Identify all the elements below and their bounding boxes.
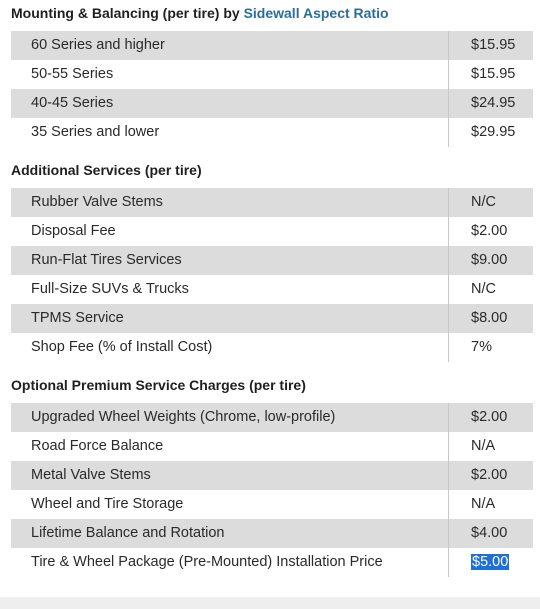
service-price: $24.95 [471,95,516,111]
table-row [11,246,533,275]
service-price: $2.00 [471,409,508,425]
table-row [11,118,533,147]
mounting-title-text: Mounting & Balancing (per tire) by [11,5,244,21]
service-name: 35 Series and lower [11,118,449,147]
service-price: $9.00 [471,252,508,268]
page-footer-bar [0,597,540,609]
table-row [11,60,533,89]
sidewall-aspect-ratio-link[interactable]: Sidewall Aspect Ratio [243,5,389,21]
service-price: N/C [471,281,496,297]
service-name: Rubber Valve Stems [11,188,449,217]
table-row [11,461,533,490]
table-row [11,548,533,577]
service-price: $2.00 [471,223,508,239]
selected-price-text[interactable]: $5.00 [472,554,509,570]
service-name: Wheel and Tire Storage [11,490,449,519]
service-price: N/A [471,496,496,512]
service-name: 60 Series and higher [11,31,449,60]
table-row [11,89,533,118]
table-row [11,275,533,304]
additional-table [11,188,533,362]
table-row [11,217,533,246]
service-name: Disposal Fee [11,217,449,246]
premium-section-title: Optional Premium Service Charges (per tire) [11,377,306,393]
table-row [11,304,533,333]
service-price: $4.00 [471,525,508,541]
service-name: Full-Size SUVs & Trucks [11,275,449,304]
service-name: Run-Flat Tires Services [11,246,449,275]
additional-section-title: Additional Services (per tire) [11,162,202,178]
table-row [11,31,533,60]
service-name: Road Force Balance [11,432,449,461]
service-name: Metal Valve Stems [11,461,449,490]
table-row [11,519,533,548]
table-row [11,403,533,432]
service-name: TPMS Service [11,304,449,333]
service-name: Shop Fee (% of Install Cost) [11,333,449,362]
service-price: $2.00 [471,467,508,483]
premium-table [11,403,533,577]
service-price: $15.95 [471,37,516,53]
service-price: $29.95 [471,124,516,140]
service-name: Lifetime Balance and Rotation [11,519,449,548]
mounting-table [11,31,533,147]
mounting-section-title [11,5,389,21]
service-name: 50-55 Series [11,60,449,89]
table-row [11,490,533,519]
service-name: Upgraded Wheel Weights (Chrome, low-profile) [11,403,449,432]
service-price: $15.95 [471,66,516,82]
service-name: 40-45 Series [11,89,449,118]
table-row [11,188,533,217]
service-price: 7% [471,339,492,355]
service-price: N/A [471,438,496,454]
table-row [11,333,533,362]
service-price: N/C [471,194,496,210]
table-row [11,432,533,461]
service-price: $8.00 [471,310,508,326]
service-name: Tire & Wheel Package (Pre-Mounted) Installation Price [11,548,449,577]
